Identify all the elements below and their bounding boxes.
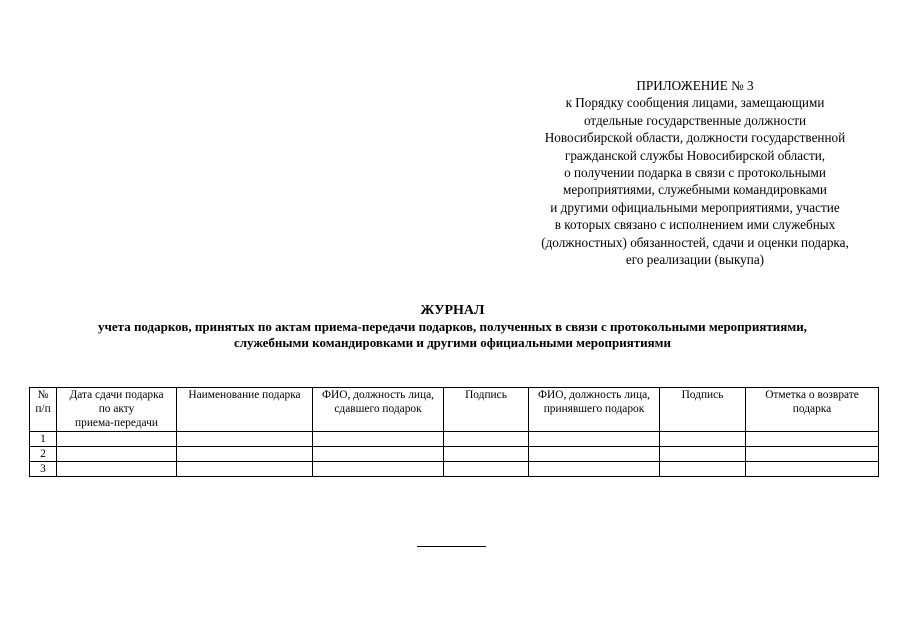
appendix-line: ПРИЛОЖЕНИЕ № 3	[636, 78, 754, 93]
table-body	[30, 432, 879, 477]
header-text-line: Отметка о возврате	[765, 389, 859, 401]
table-cell	[57, 462, 177, 477]
header-number	[30, 388, 57, 432]
appendix-line: о получении подарка в связи с протокольными	[564, 165, 826, 181]
header-text-line: подарка	[792, 403, 832, 415]
table-cell	[660, 462, 746, 477]
appendix-line: гражданской службы Новосибирской области,	[564, 147, 826, 163]
table-cell	[444, 447, 529, 462]
header-giver-signature	[444, 388, 529, 432]
table-cell	[313, 432, 444, 447]
gift-register-table	[29, 387, 879, 477]
table-row	[30, 462, 879, 477]
header-gift-name	[177, 388, 313, 432]
header-text-line: ФИО, должность лица,	[538, 389, 650, 401]
table-cell	[177, 462, 313, 477]
table-cell	[660, 447, 746, 462]
table-cell	[313, 462, 444, 477]
row-number-cell: 3	[30, 462, 57, 477]
journal-subtitle-line: служебными командировками и другими официальными мероприятиями	[233, 335, 672, 350]
header-text-line: приема-передачи	[75, 417, 158, 429]
table-cell	[177, 432, 313, 447]
table-cell	[444, 432, 529, 447]
header-return-mark	[746, 388, 879, 432]
header-text-line: по акту	[98, 403, 135, 415]
header-text-line: п/п	[35, 403, 51, 415]
journal-heading: ЖУРНАЛ	[420, 303, 485, 318]
row-number-cell: 1	[30, 432, 57, 447]
table-cell	[746, 447, 879, 462]
header-text-line: Наименование подарка	[188, 389, 301, 401]
header-receiver-name	[529, 388, 660, 432]
table-cell	[746, 462, 879, 477]
header-text-line: принявшего подарок	[543, 403, 645, 415]
table-cell	[529, 462, 660, 477]
table-cell	[313, 447, 444, 462]
table-cell	[529, 447, 660, 462]
table-row	[30, 447, 879, 462]
row-number-cell: 2	[30, 447, 57, 462]
table-cell	[57, 432, 177, 447]
appendix-line: мероприятиями, служебными командировками	[563, 182, 827, 198]
document-title	[20, 302, 885, 351]
table-cell	[177, 447, 313, 462]
header-handover-date	[57, 388, 177, 432]
appendix-line: и другими официальными мероприятиями, участие	[550, 199, 840, 215]
header-text-line: №	[37, 389, 49, 401]
appendix-line: его реализации (выкупа)	[625, 252, 765, 268]
table-cell	[660, 432, 746, 447]
appendix-line: (должностных) обязанностей, сдачи и оценки подарка,	[541, 234, 849, 250]
footer-divider	[417, 546, 486, 547]
table-cell	[529, 432, 660, 447]
table-row	[30, 432, 879, 447]
header-text-line: ФИО, должность лица,	[322, 389, 434, 401]
table-cell	[746, 432, 879, 447]
table-header-row	[30, 388, 879, 432]
appendix-line: отдельные государственные должности	[583, 112, 807, 128]
header-text-line: Дата сдачи подарка	[69, 389, 164, 401]
journal-subtitle-line: учета подарков, принятых по актам приема-передачи подарков, полученных в связи с протокольными мероприятиями,	[98, 319, 807, 334]
header-giver-name	[313, 388, 444, 432]
header-text-line: сдавшего подарок	[334, 403, 422, 415]
header-receiver-signature	[660, 388, 746, 432]
appendix-line: Новосибирской области, должности государственной	[544, 130, 846, 146]
table-cell	[57, 447, 177, 462]
table-cell	[444, 462, 529, 477]
appendix-line: в которых связано с исполнением ими служебных	[554, 217, 836, 233]
appendix-block	[515, 77, 875, 268]
header-text-line: Подпись	[681, 389, 724, 401]
appendix-line: к Порядку сообщения лицами, замещающими	[565, 95, 825, 111]
header-text-line: Подпись	[465, 389, 507, 401]
